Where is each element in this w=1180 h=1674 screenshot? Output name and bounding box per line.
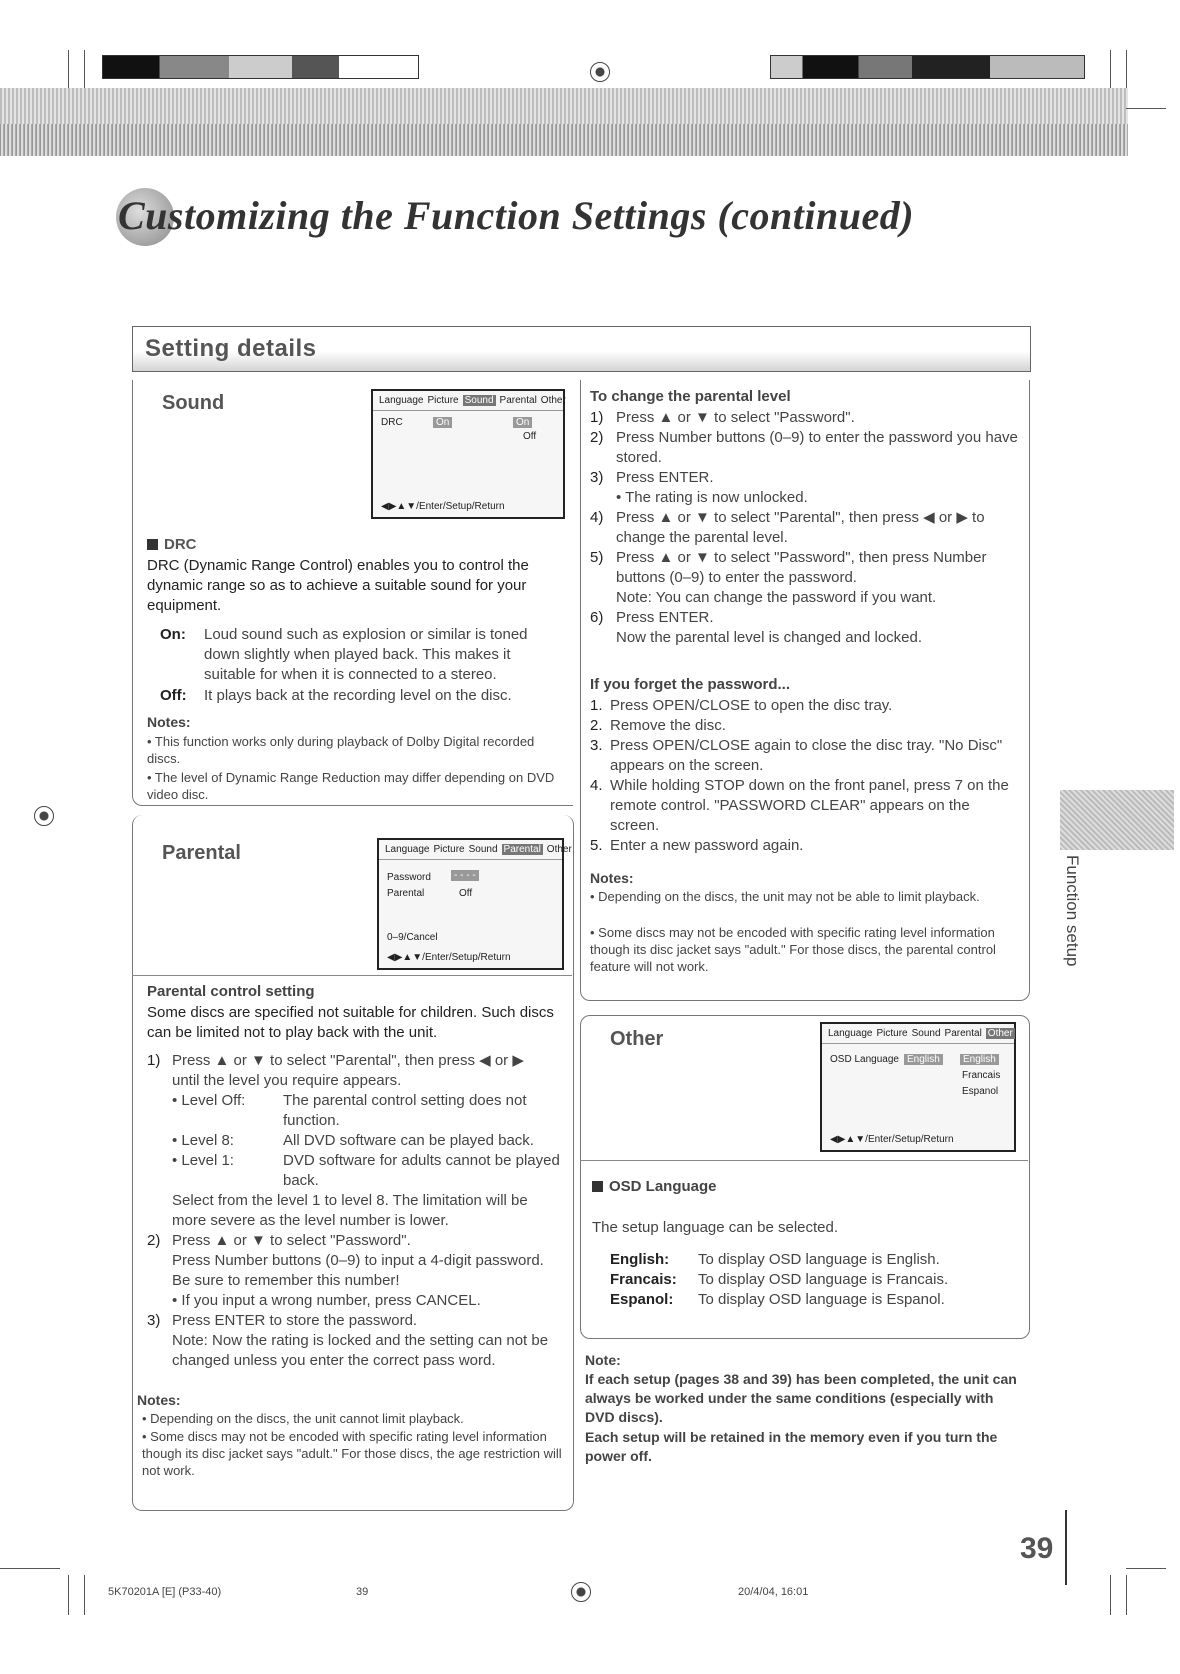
osd-nav-hint: ◀▶▲▼/Enter/Setup/Return (387, 952, 511, 963)
step-row: 1) Press ▲ or ▼ to select "Password". (590, 409, 855, 426)
other-osd-screenshot (820, 1022, 1016, 1152)
step-row: 5) Press ▲ or ▼ to select "Password", then press Number buttons (0–9) to enter the password. (590, 549, 987, 586)
side-tab-marker (1060, 790, 1174, 850)
osd-tab: Sound (911, 1028, 941, 1039)
osd-tab: Picture (876, 1028, 908, 1039)
parental-step-3b: Note: Now the rating is locked and the setting can not be changed unless you enter the correct pass word. (172, 1332, 549, 1369)
registration-mark-left (34, 806, 54, 826)
osd-nav-hint: ◀▶▲▼/Enter/Setup/Return (830, 1134, 954, 1145)
step-row: 2. Remove the disc. (590, 717, 726, 734)
crop-mark (1126, 50, 1127, 88)
section-header-label: Setting details (145, 335, 317, 362)
crop-mark (0, 1568, 60, 1569)
crop-mark (68, 50, 69, 88)
drc-description: DRC (Dynamic Range Control) enables you to control the dynamic range so as to achieve a suitable sound for your equipment. (147, 557, 529, 614)
drc-off-text: It plays back at the recording level on the disc. (204, 687, 512, 704)
osd-tab: Picture (427, 395, 459, 406)
step-row: 3) Press ENTER. (590, 469, 714, 486)
step-row: 3. Press OPEN/CLOSE again to close the disc tray. "No Disc" appears on the screen. (590, 737, 1003, 774)
parental-step-3a: Press ENTER to store the password. (172, 1312, 418, 1329)
drc-on-label: On: (160, 626, 186, 643)
change-level-note-item: • Depending on the discs, the unit may not be able to limit playback. (590, 889, 980, 904)
parental-note-item: • Some discs may not be encoded with specific rating level information though its disc jacket says "adult." For those discs, the age restriction will not work. (142, 1429, 562, 1478)
bottom-note-title: Note: (585, 1352, 621, 1368)
change-level-title: To change the parental level (590, 388, 791, 405)
crop-mark (1126, 1568, 1166, 1569)
change-level-note-item: • Some discs may not be encoded with specific rating level information though its disc jacket says "adult." For those discs, the parental control feature will not work. (590, 925, 996, 974)
language-list (610, 1250, 1010, 1310)
language-row: Francais: To display OSD language is Francais. (610, 1271, 949, 1288)
osd-password-label: Password (387, 872, 431, 883)
header-band-top (0, 88, 1128, 124)
step-row: 2) Press Number buttons (0–9) to enter the password you have stored. (590, 429, 1018, 466)
language-row: Espanol: To display OSD language is Espanol. (610, 1291, 945, 1308)
sound-note-item: • This function works only during playback of Dolby Digital recorded discs. (147, 734, 535, 766)
crop-mark (1126, 108, 1166, 109)
color-bar-left (102, 55, 419, 79)
osd-tab: Sound (468, 844, 498, 855)
sound-osd-screenshot (371, 389, 565, 519)
osd-language-option: Espanol (962, 1086, 999, 1097)
bottom-note-p1: If each setup (pages 38 and 39) has been completed, the unit can always be worked under the same conditions (especially with DVD discs). (585, 1371, 1017, 1425)
level-text: All DVD software can be played back. (283, 1132, 534, 1149)
other-heading: Other (610, 1028, 664, 1050)
step-row: Now the parental level is changed and locked. (616, 629, 923, 646)
drc-on-text: Loud sound such as explosion or similar is toned down slightly when played back. This makes it suitable for when it is connected to a stereo. (204, 626, 528, 683)
step-row: 1. Press OPEN/CLOSE to open the disc tray. (590, 697, 893, 714)
parental-control-title: Parental control setting (147, 983, 315, 1000)
page-number: 39 (1020, 1532, 1054, 1565)
parental-heading: Parental (162, 842, 241, 864)
change-level-steps (590, 408, 1020, 648)
divider (580, 1160, 1028, 1161)
osd-drc-option-on: On (513, 417, 532, 428)
osd-tab-selected: Sound (464, 395, 494, 406)
osd-tab: Language (379, 395, 424, 406)
parental-note-item: • Depending on the discs, the unit cannot limit playback. (142, 1411, 464, 1426)
step-row: 5. Enter a new password again. (590, 837, 804, 854)
side-tab-label: Function setup (1063, 855, 1082, 967)
sound-notes-title: Notes: (147, 714, 191, 730)
osd-tab: Parental (499, 395, 537, 406)
page-title: Customizing the Function Settings (continued) (118, 193, 915, 238)
crop-mark (1110, 50, 1111, 88)
osd-language-title (592, 1178, 717, 1195)
osd-parental-label: Parental (387, 888, 425, 899)
drc-title (147, 536, 197, 553)
footer-page: 39 (356, 1586, 369, 1598)
level-text: DVD software for adults cannot be played back. (283, 1152, 560, 1189)
header-band-bottom (0, 124, 1128, 156)
crop-mark (68, 1575, 69, 1615)
osd-tab-selected: Other (987, 1028, 1013, 1039)
parental-control-desc: Some discs are specified not suitable for children. Such discs can be limited not to play back with the unit. (147, 1004, 554, 1041)
osd-language-current: English (904, 1054, 943, 1065)
forget-password-title: If you forget the password... (590, 676, 791, 693)
forget-password-steps (590, 696, 1020, 856)
osd-password-value: - - - - (451, 870, 479, 881)
color-bar-right (770, 55, 1085, 79)
step-row: • The rating is now unlocked. (616, 489, 808, 506)
parental-step-number: 1) (147, 1052, 161, 1069)
step-row: 6) Press ENTER. (590, 609, 714, 626)
page-number-rule (1065, 1510, 1067, 1585)
section-header (132, 326, 1031, 372)
step-row: Note: You can change the password if you want. (616, 589, 937, 606)
osd-language-option: Francais (962, 1070, 1001, 1081)
drc-title-text: DRC (164, 536, 197, 553)
crop-mark (1110, 1575, 1111, 1615)
osd-tab-selected: Parental (503, 844, 541, 855)
level-note: Select from the level 1 to level 8. The limitation will be more severe as the level number is lower. (172, 1192, 528, 1229)
step-row: 4) Press ▲ or ▼ to select "Parental", then press ◀ or ▶ to change the parental level. (590, 509, 985, 546)
osd-tab: Other (540, 395, 566, 406)
parental-step-1: Press ▲ or ▼ to select "Parental", then press ◀ or ▶ until the level you require appears. (172, 1052, 524, 1089)
change-level-notes-title: Notes: (590, 870, 634, 886)
bottom-note-p2: Each setup will be retained in the memory even if you turn the power off. (585, 1429, 998, 1464)
level-label: • Level Off: (172, 1092, 246, 1109)
level-label: • Level 8: (172, 1132, 234, 1149)
osd-tab: Parental (944, 1028, 982, 1039)
osd-cancel-hint: 0–9/Cancel (387, 932, 438, 943)
parental-notes-title: Notes: (137, 1392, 181, 1408)
parental-osd-screenshot (377, 838, 572, 970)
osd-language-label: OSD Language (830, 1054, 899, 1065)
divider (132, 975, 572, 976)
square-bullet-icon (147, 539, 158, 550)
drc-off-label: Off: (160, 687, 187, 704)
osd-tab: Other (546, 844, 572, 855)
osd-tab: Language (385, 844, 430, 855)
osd-language-desc: The setup language can be selected. (592, 1219, 839, 1236)
sound-heading: Sound (162, 392, 225, 414)
footer-code: 5K70201A [E] (P33-40) (108, 1586, 222, 1598)
osd-drc-current: On (433, 417, 452, 428)
registration-mark-bottom (571, 1582, 591, 1602)
step-row: 4. While holding STOP down on the front panel, press 7 on the remote control. "PASSWORD CLEAR" appears on the screen. (590, 777, 1009, 834)
side-tab (1062, 855, 1092, 1005)
osd-tab: Language (828, 1028, 873, 1039)
sound-note-item: • The level of Dynamic Range Reduction may differ depending on DVD video disc. (147, 770, 555, 802)
registration-mark-top (590, 62, 610, 82)
level-label: • Level 1: (172, 1152, 234, 1169)
parental-step-number: 3) (147, 1312, 161, 1329)
osd-tab: Picture (433, 844, 465, 855)
parental-step-2c: • If you input a wrong number, press CANCEL. (172, 1292, 481, 1309)
parental-step-2b: Press Number buttons (0–9) to input a 4-digit password. Be sure to remember this number! (172, 1252, 544, 1289)
osd-drc-label: DRC (381, 417, 403, 428)
osd-language-option: English (960, 1054, 999, 1065)
footer-date: 20/4/04, 16:01 (738, 1586, 809, 1598)
crop-mark (84, 50, 85, 88)
level-text: The parental control setting does not function. (283, 1092, 527, 1129)
osd-drc-option-off: Off (523, 431, 537, 442)
crop-mark (84, 1575, 85, 1615)
parental-step-2a: Press ▲ or ▼ to select "Password". (172, 1232, 411, 1249)
parental-step-number: 2) (147, 1232, 161, 1249)
osd-parental-value: Off (459, 888, 473, 899)
language-row: English: To display OSD language is English. (610, 1251, 940, 1268)
osd-nav-hint: ◀▶▲▼/Enter/Setup/Return (381, 501, 505, 512)
osd-language-title-text: OSD Language (609, 1178, 717, 1195)
square-bullet-icon (592, 1181, 603, 1192)
crop-mark (1126, 1575, 1127, 1615)
